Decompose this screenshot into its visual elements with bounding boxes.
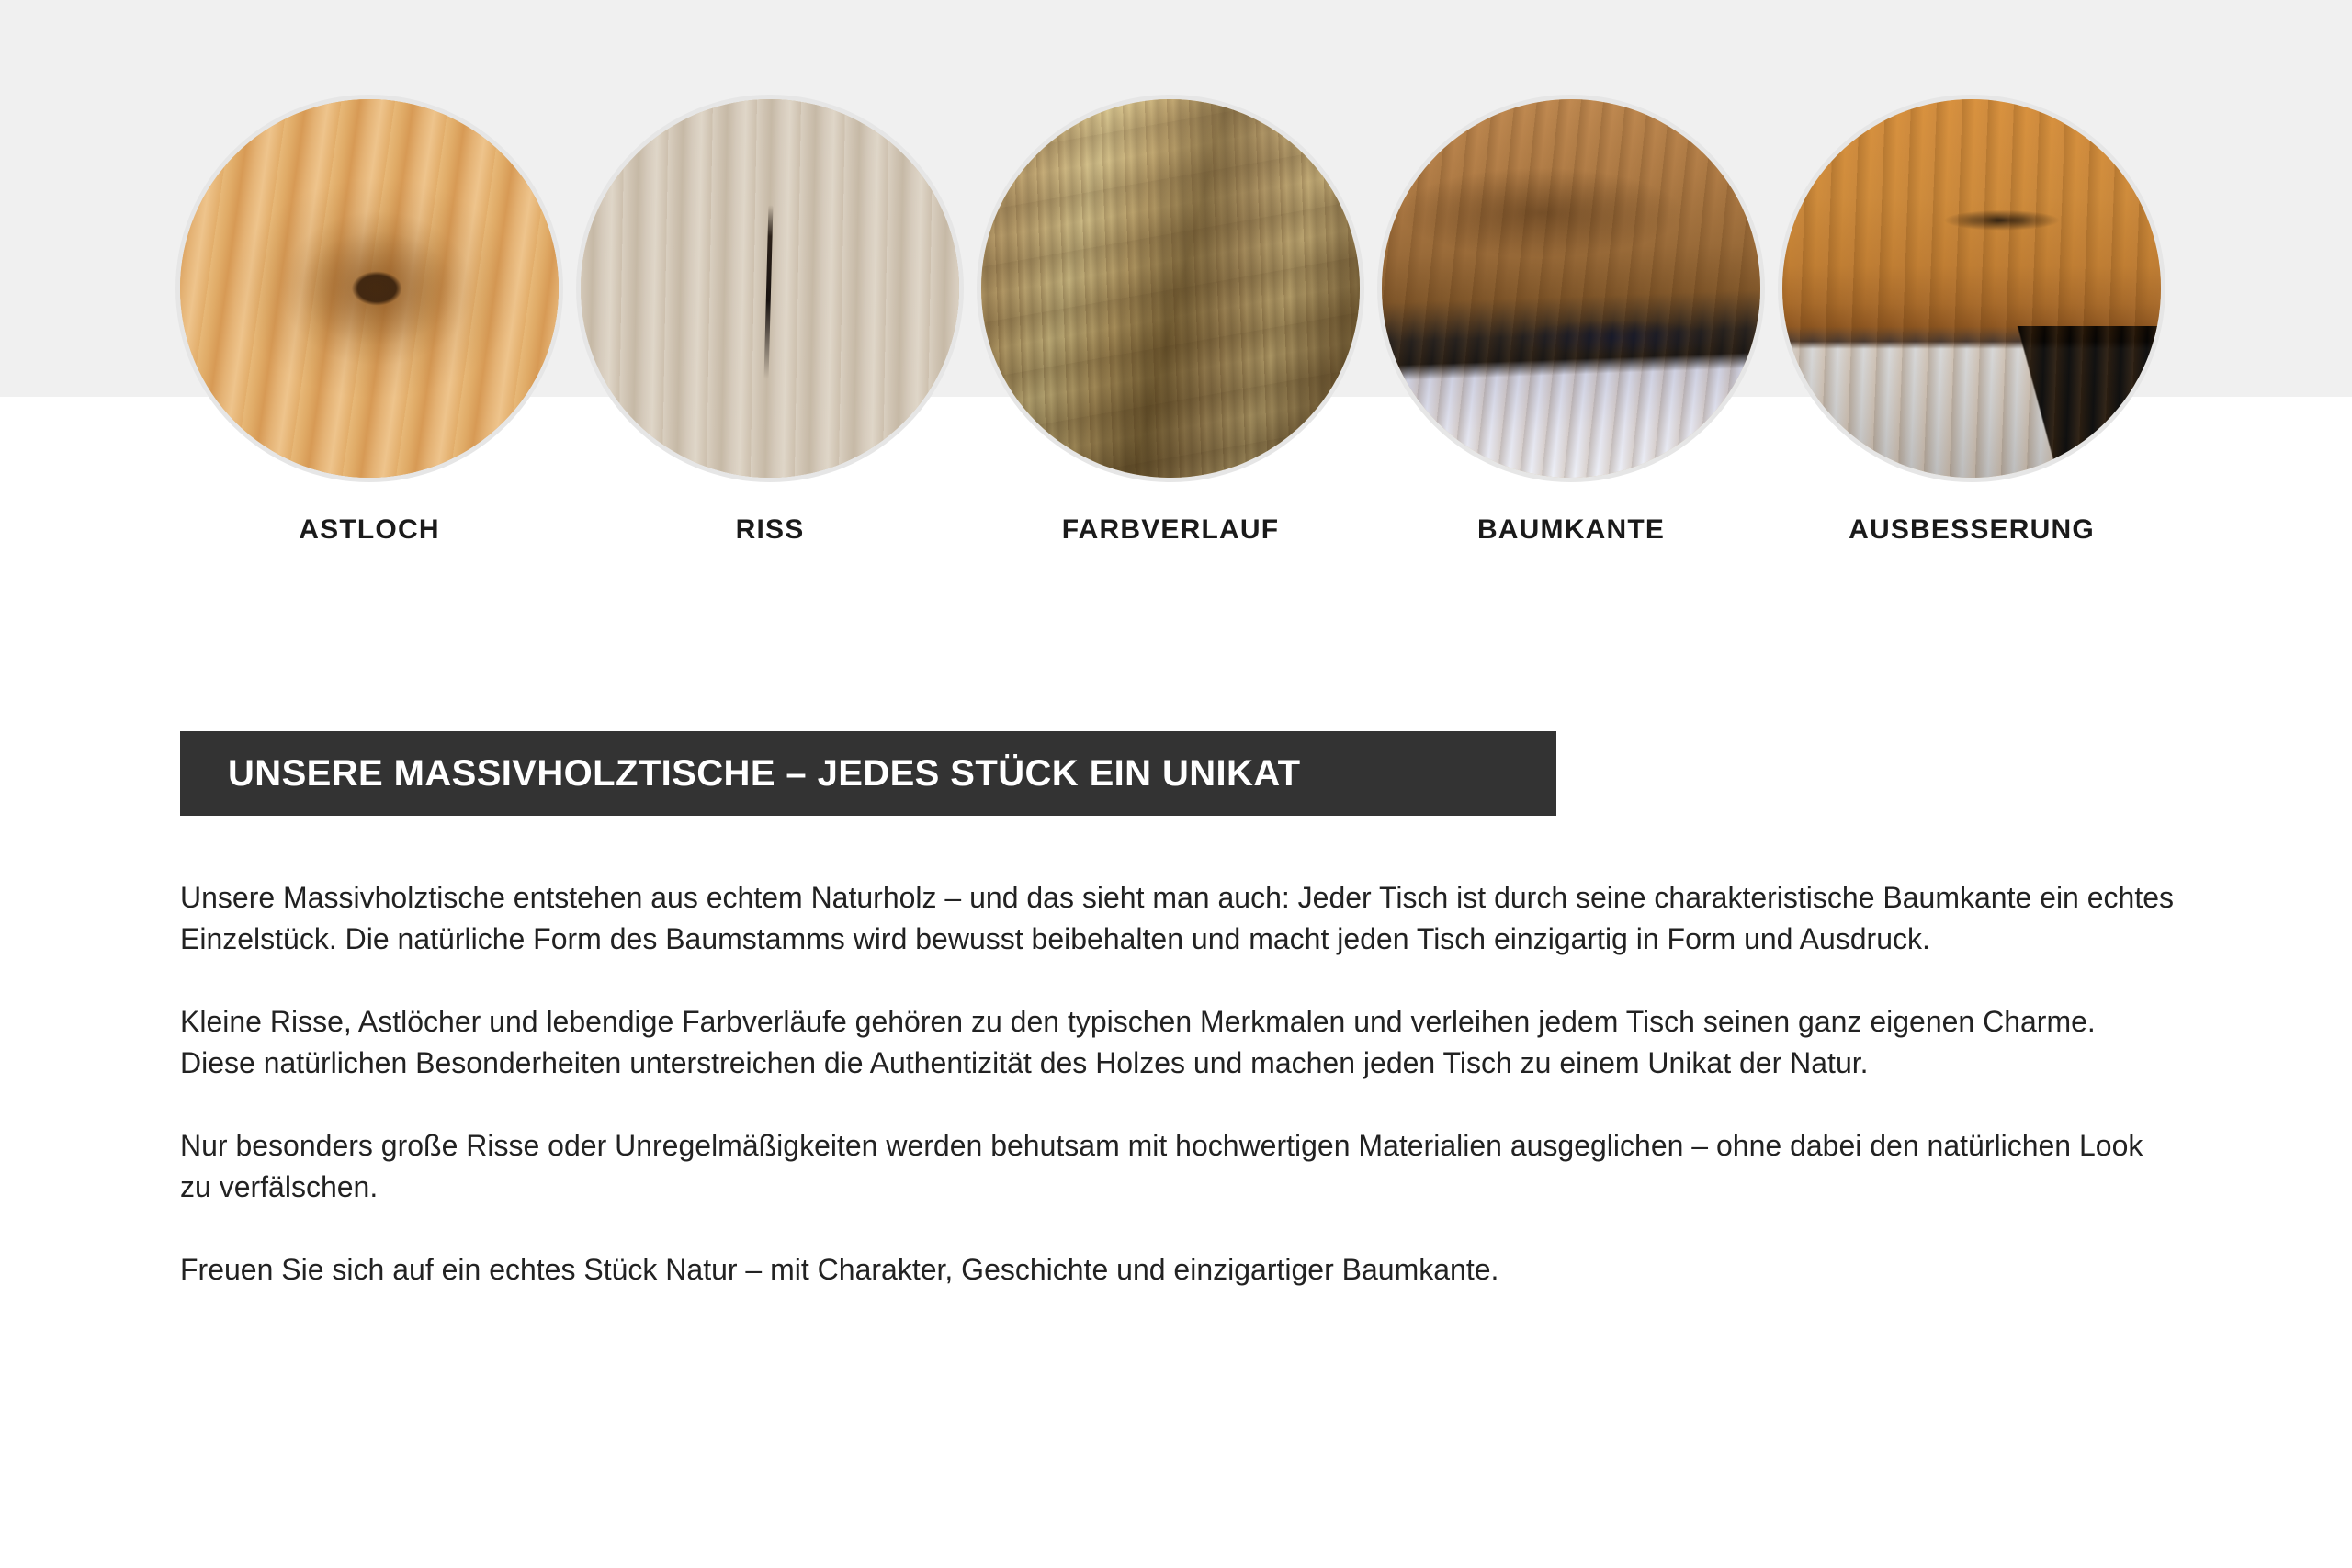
- feature-caption-ausbesserung: AUSBESSERUNG: [1849, 514, 2095, 545]
- live-edge-image: [1382, 99, 1760, 478]
- wood-crack-photo-icon: [581, 99, 959, 478]
- wood-repair-photo-icon: [1782, 99, 2161, 478]
- paragraph-1: Unsere Massivholztische entstehen aus echtem Naturholz – und das sieht man auch: Jeder Tisch ist durch seine charakteristische Baumkante ein echtes Einzelstück. Die natürliche Form des Baumstamms wird bewusst beibehalten und macht jeden Tisch einzigartig in Form und Ausdruck.: [180, 881, 2175, 956]
- feature-item-riss: [581, 99, 959, 546]
- wood-knot-photo-icon: [180, 99, 559, 478]
- body-copy: [180, 877, 2174, 1291]
- live-edge-photo-icon: [1382, 99, 1760, 478]
- feature-item-farbverlauf: [981, 99, 1360, 546]
- wood-knot-image: [180, 99, 559, 478]
- feature-item-baumkante: [1382, 99, 1760, 546]
- feature-caption-farbverlauf: FARBVERLAUF: [1061, 514, 1280, 545]
- section-heading-bar: [180, 731, 1556, 816]
- paragraph-4: Freuen Sie sich auf ein echtes Stück Natur – mit Charakter, Geschichte und einzigartiger Baumkante.: [180, 1252, 1499, 1286]
- wood-feature-gallery: [180, 99, 2183, 546]
- wood-crack-image: [581, 99, 959, 478]
- paragraph-2: Kleine Risse, Astlöcher und lebendige Farbverläufe gehören zu den typischen Merkmalen und verleihen jedem Tisch seinen ganz eigenen Charme. Diese natürlichen Besonderheiten unterstreichen die Authentizität des Holzes und machen jeden Tisch zu einem Unikat der Natur.: [180, 1004, 2096, 1080]
- feature-caption-baumkante: BAUMKANTE: [1476, 514, 1666, 545]
- wood-color-gradient-image: [981, 99, 1360, 478]
- wood-color-gradient-photo-icon: [981, 99, 1360, 478]
- feature-item-ausbesserung: [1782, 99, 2161, 546]
- feature-caption-astloch: ASTLOCH: [299, 514, 440, 545]
- wood-repair-image: [1782, 99, 2161, 478]
- feature-item-astloch: [180, 99, 559, 546]
- paragraph-3: Nur besonders große Risse oder Unregelmäßigkeiten werden behutsam mit hochwertigen Materialien ausgeglichen – ohne dabei den natürlichen Look zu verfälschen.: [180, 1128, 2143, 1204]
- feature-caption-riss: RISS: [735, 514, 805, 545]
- page-title: UNSERE MASSIVHOLZTISCHE – JEDES STÜCK EIN UNIKAT: [228, 752, 1301, 794]
